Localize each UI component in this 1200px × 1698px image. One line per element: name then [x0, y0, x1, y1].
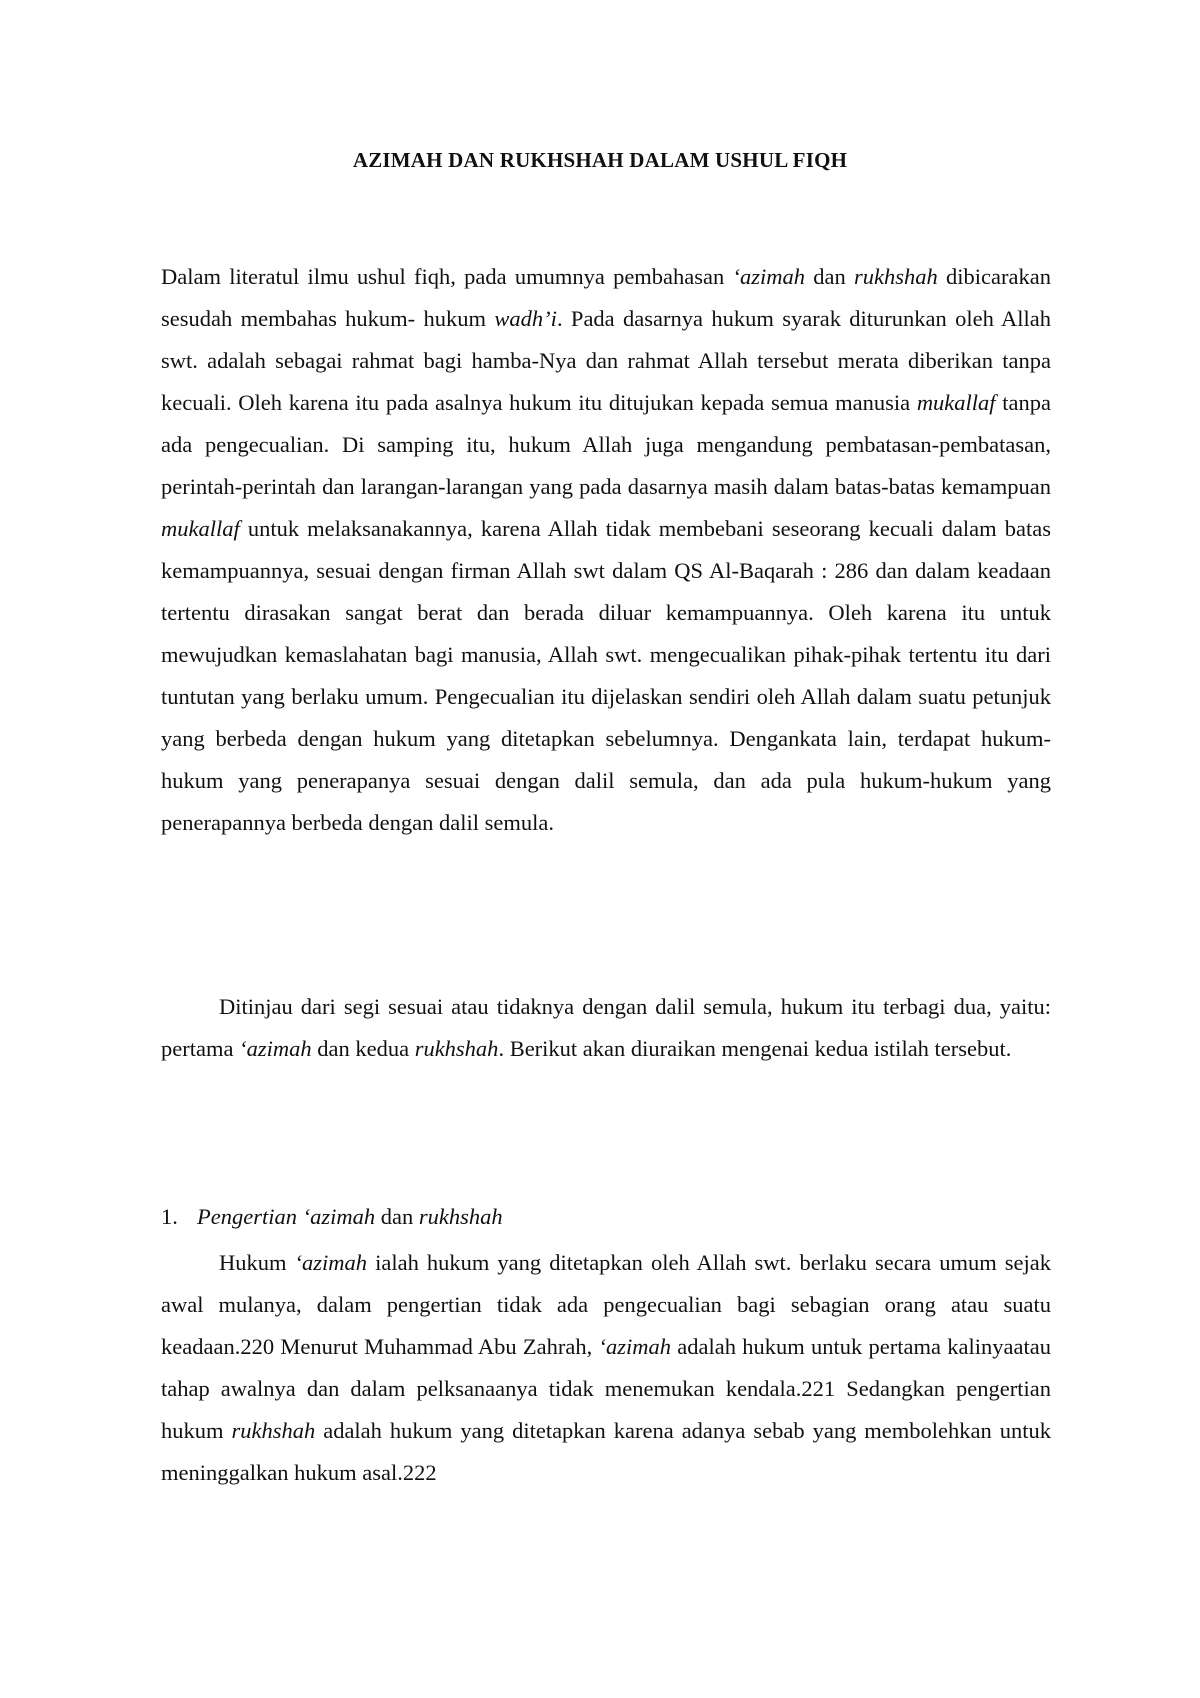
- text-run: dibicarakan sesudah membahas hukum- hukum: [161, 264, 1051, 331]
- text-run: . Berikut akan diuraikan mengenai kedua istilah tersebut.: [498, 1036, 1012, 1061]
- italic-term: rukhshah: [854, 264, 938, 289]
- paragraph-division: [161, 986, 1051, 1070]
- text-run: ialah hukum yang ditetapkan oleh Allah swt. berlaku secara umum sejak awal mulanya, dalam pengertian tidak ada pengecualian bagi sebagian orang atau suatu keadaan.220 Menurut Muhammad Abu Zahrah,: [161, 1250, 1051, 1359]
- italic-term: mukallaf: [916, 390, 996, 415]
- italic-term: ‘azimah: [598, 1334, 671, 1359]
- document-title: AZIMAH DAN RUKHSHAH DALAM USHUL FIQH: [352, 148, 848, 172]
- italic-term: wadh’i: [494, 306, 557, 331]
- italic-term: mukallaf: [161, 516, 240, 541]
- text-run: . Pada dasarnya hukum syarak diturunkan oleh Allah swt. adalah sebagai rahmat bagi hamba-Nya dan rahmat Allah tersebut merata diberikan tanpa kecuali. Oleh karena itu pada asalnya hukum itu ditujukan kepada semua manusia: [161, 306, 1052, 415]
- paragraph-intro: [161, 256, 1051, 844]
- text-run: dan kedua: [311, 1036, 415, 1061]
- italic-term: Pengertian ‘azimah: [197, 1204, 376, 1229]
- text-run: Dalam literatul ilmu ushul fiqh, pada umumnya pembahasan: [161, 264, 733, 289]
- italic-term: rukhshah: [231, 1418, 316, 1443]
- italic-term: rukhshah: [414, 1036, 499, 1061]
- text-run: dan: [375, 1204, 419, 1229]
- text-run: untuk melaksanakannya, karena Allah tidak membebani seseorang kecuali dalam batas kemampuannya, sesuai dengan firman Allah swt dalam QS Al-Baqarah : 286 dan dalam keadaan tertentu dirasakan sangat berat dan berada diluar kemampuannya. Oleh karena itu untuk mewujudkan kemaslahatan bagi manusia, Allah swt. mengecualikan pihak-pihak tertentu itu dari tuntutan yang berlaku umum. Pengecualian itu dijelaskan sendiri oleh Allah dalam suatu petunjuk yang berbeda dengan hukum yang ditetapkan sebelumnya. Dengankata lain, terdapat hukum-hukum yang penerapanya sesuai dengan dalil semula, dan ada pula hukum-hukum yang penerapannya berbeda dengan dalil semula.: [161, 516, 1051, 835]
- section-number: 1.: [161, 1204, 178, 1229]
- section-heading: [161, 1196, 503, 1238]
- text-run: adalah hukum untuk pertama kalinyaatau tahap awalnya dan dalam pelksanaanya tidak menemukan kendala.221 Sedangkan pengertian hukum: [161, 1334, 1051, 1443]
- text-run: tanpa ada pengecualian. Di samping itu, hukum Allah juga mengandung pembatasan-pembatasan, perintah-perintah dan larangan-larangan yang pada dasarnya masih dalam batas-batas kemampuan: [161, 390, 1051, 499]
- italic-term: ‘azimah: [732, 264, 806, 289]
- text-run: dan: [805, 264, 855, 289]
- italic-term: ‘azimah: [294, 1250, 368, 1275]
- paragraph-definition: [161, 1242, 1051, 1494]
- text-run: adalah hukum yang ditetapkan karena adanya sebab yang membolehkan untuk meninggalkan hukum asal.222: [161, 1418, 1051, 1485]
- italic-term: rukhshah: [418, 1204, 503, 1229]
- italic-term: ‘azimah: [239, 1036, 312, 1061]
- text-run: Ditinjau dari segi sesuai atau tidaknya dengan dalil semula, hukum itu terbagi dua, yaitu: pertama: [161, 994, 1051, 1061]
- text-run: Hukum: [219, 1250, 295, 1275]
